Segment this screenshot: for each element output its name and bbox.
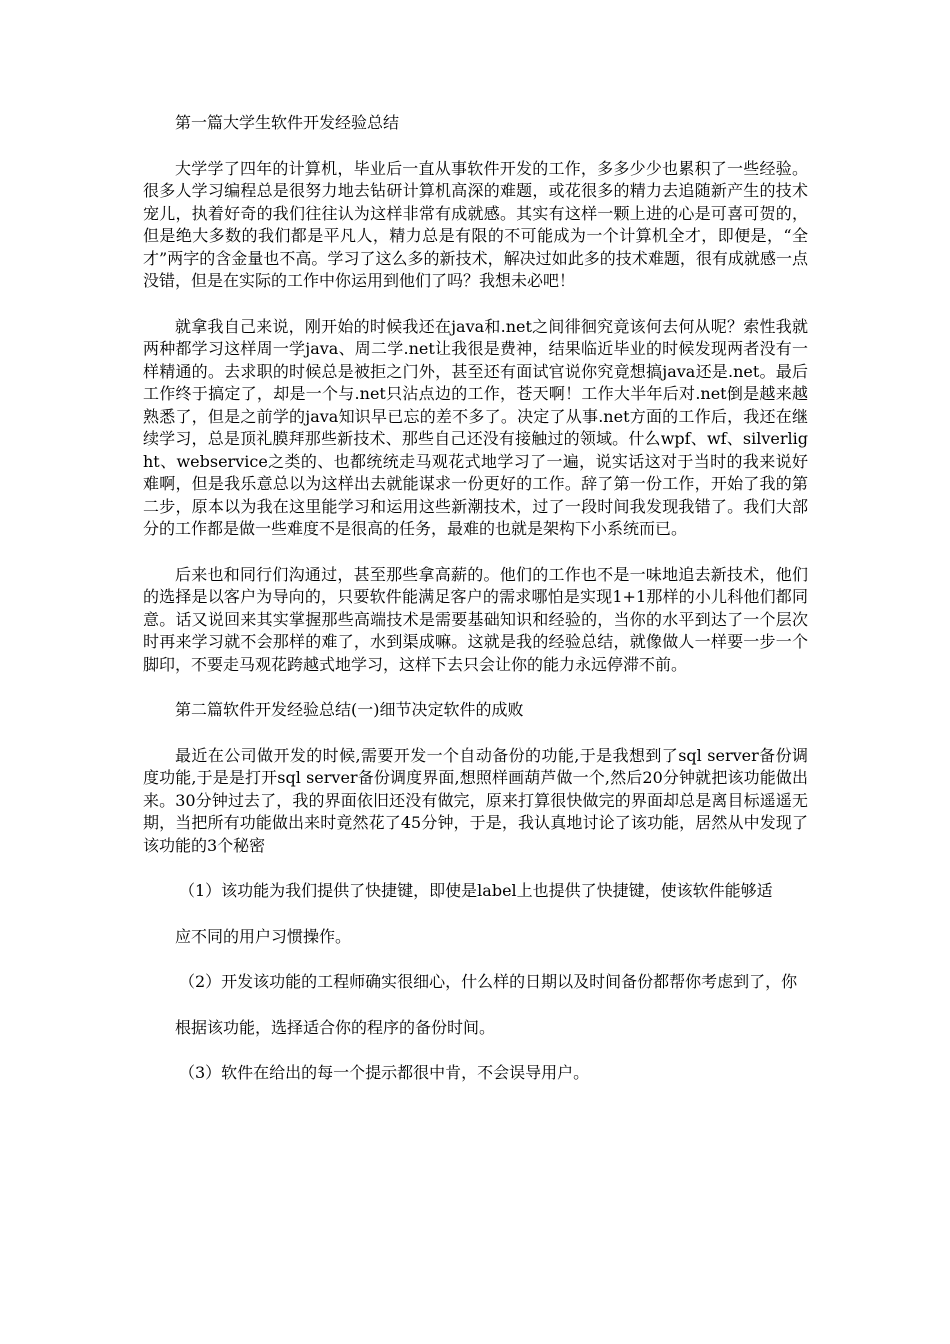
section-title-1: 第一篇大学生软件开发经验总结 — [175, 113, 400, 132]
list-item-2-continuation: 根据该功能，选择适合你的程序的备份时间。 — [175, 1017, 496, 1037]
paragraph-4: 最近在公司做开发的时候,需要开发一个自动备份的功能,于是我想到了sql server备份调度功能,于是是打开sql server备份调度界面,想照样画葫芦做一个,然后20分钟就把该功能做出来。30分钟过去了，我的界面依旧还没有做完，原来打算很快做完的界面却总是离目标遥遥无期，当把所有功能做出来时竟然花了45分钟，于是，我认真地讨论了该功能，居然从中发现了该功能的3个秘密 — [143, 745, 808, 855]
list-item-2: （2）开发该功能的工程师确实很细心，什么样的日期以及时间备份都帮你考虑到了，你 — [179, 972, 798, 991]
list-item-1: （1）该功能为我们提供了快捷键，即使是label上也提供了快捷键，使该软件能够适 — [179, 881, 773, 900]
paragraph-1: 大学学了四年的计算机，毕业后一直从事软件开发的工作，多多少少也累积了一些经验。很多人学习编程总是很努力地去钻研计算机高深的难题，或花很多的精力去追随新产生的技术宠儿，执着好奇的我们往往认为这样非常有成就感。其实有这样一颗上进的心是可喜可贺的，但是绝大多数的我们都是平凡人，精力总是有限的不可能成为一个计算机全才，即便是，“全才”两字的含金量也不高。学习了这么多的新技术，解决过如此多的技术难题，很有成就感一点没错，但是在实际的工作中你运用到他们了吗？我想未必吧！ — [143, 158, 808, 290]
paragraph-3: 后来也和同行们沟通过，甚至那些拿高薪的。他们的工作也不是一味地追去新技术，他们的选择是以客户为导向的，只要软件能满足客户的需求哪怕是实现1+1那样的小儿科他们都同意。话又说回来其实掌握那些高端技术是需要基础知识和经验的，当你的水平到达了一个层次时再来学习就不会那样的难了，水到渠成嘛。这就是我的经验总结，就像做人一样要一步一个脚印，不要走马观花跨越式地学习，这样下去只会让你的能力永远停滞不前。 — [143, 564, 808, 674]
paragraph-2: 就拿我自己来说，刚开始的时候我还在java和.net之间徘徊究竟该何去何从呢？索性我就两种都学习这样周一学java、周二学.net让我很是费神，结果临近毕业的时候发现两者没有一样精通的。去求职的时候总是被拒之门外，甚至还有面试官说你究竟想搞java还是.net。最后工作终于搞定了，却是一个与.net只沾点边的工作，苍天啊！工作大半年后对.net倒是越来越熟悉了，但是之前学的java知识早已忘的差不多了。决定了从事.net方面的工作后，我还在继续学习，总是顶礼膜拜那些新技术、那些自己还没有接触过的领域。什么wpf、wf、silverlight、webservice之类的、也都统统走马观花式地学习了一遍，说实话这对于当时的我来说好难啊，但是我乐意总以为这样出去就能谋求一份更好的工作。辞了第一份工作，开始了我的第二步，原本以为我在这里能学习和运用这些新潮技术，过了一段时间我发现我错了。我们大部分的工作都是做一些难度不是很高的任务，最难的也就是架构下小系统而已。 — [143, 316, 808, 538]
document-page — [143, 112, 808, 1108]
list-item-1-continuation: 应不同的用户习惯操作。 — [175, 926, 352, 946]
section-title-2: 第二篇软件开发经验总结(一)细节决定软件的成败 — [175, 700, 524, 719]
list-item-3: （3）软件在给出的每一个提示都很中肯，不会误导用户。 — [179, 1063, 590, 1082]
